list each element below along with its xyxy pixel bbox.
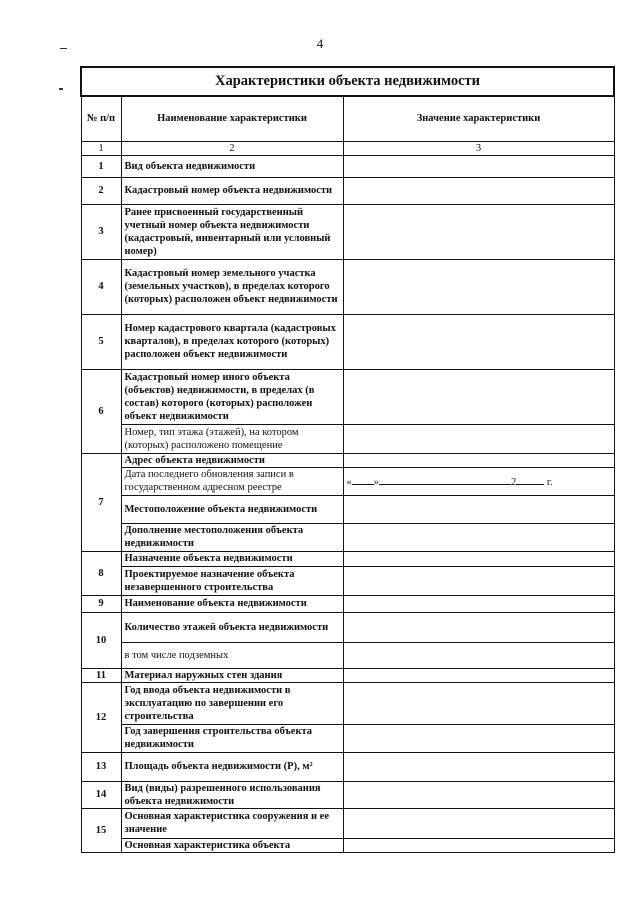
row-name: Номер кадастрового квартала (кадастровых кварталов), в пределах которого (которых) расположен объект недвижимости — [121, 314, 343, 369]
row-name: Вид объекта недвижимости — [121, 155, 343, 177]
table-row — [81, 595, 614, 612]
month-blank[interactable] — [379, 474, 511, 485]
row-name: Площадь объекта недвижимости (Р), м² — [121, 752, 343, 781]
table-row — [81, 724, 614, 752]
value-field[interactable] — [343, 752, 614, 781]
table-row — [81, 424, 614, 453]
value-field[interactable] — [343, 314, 614, 369]
value-field[interactable] — [343, 781, 614, 808]
table-row — [81, 155, 614, 177]
year-blank[interactable] — [516, 474, 544, 485]
table-row — [81, 682, 614, 724]
value-field[interactable] — [343, 724, 614, 752]
table-row — [81, 752, 614, 781]
row-number: 4 — [81, 259, 121, 314]
table-row — [81, 259, 614, 314]
year-prefix: 2 — [511, 476, 517, 488]
page-number: 4 — [316, 36, 324, 51]
value-field[interactable] — [343, 453, 614, 467]
value-field[interactable] — [343, 838, 614, 852]
table-row — [81, 566, 614, 595]
table-row — [81, 612, 614, 642]
value-field[interactable] — [343, 595, 614, 612]
row-name: Проектируемое назначение объекта незавершенного строительства — [121, 566, 343, 595]
row-number: 7 — [81, 453, 121, 551]
row-name: Кадастровый номер объекта недвижимости — [121, 177, 343, 204]
row-name: Дополнение местоположения объекта недвижимости — [121, 523, 343, 551]
row-name: Материал наружных стен здания — [121, 668, 343, 682]
row-name: Номер, тип этажа (этажей), на котором (которых) расположено помещение — [121, 424, 343, 453]
row-name: Адрес объекта недвижимости — [121, 453, 343, 467]
value-field[interactable] — [343, 612, 614, 642]
value-field[interactable] — [343, 642, 614, 668]
year-suffix: г. — [546, 476, 553, 488]
table-row — [81, 551, 614, 566]
value-field[interactable] — [343, 551, 614, 566]
row-name: Ранее присвоенный государственный учетный номер объекта недвижимости (кадастровый, инвентарный или условный номер) — [121, 204, 343, 259]
table-row — [81, 204, 614, 259]
table-row — [81, 453, 614, 467]
date-open-quote: « — [346, 476, 352, 488]
value-field[interactable] — [343, 204, 614, 259]
table-row — [81, 314, 614, 369]
table-row — [81, 642, 614, 668]
col-number: 1 — [81, 141, 121, 155]
value-field[interactable] — [343, 682, 614, 724]
table-row — [81, 808, 614, 838]
row-name: Основная характеристика объекта — [121, 838, 343, 852]
col-number: 3 — [343, 141, 614, 155]
value-field[interactable] — [343, 566, 614, 595]
row-number: 1 — [81, 155, 121, 177]
value-field[interactable] — [343, 495, 614, 523]
row-number: 3 — [81, 204, 121, 259]
row-number: 10 — [81, 612, 121, 668]
table-row — [81, 177, 614, 204]
value-field[interactable] — [343, 523, 614, 551]
value-field[interactable] — [343, 259, 614, 314]
header-value: Значение характеристики — [343, 96, 614, 141]
table-row — [81, 369, 614, 424]
row-name: Наименование объекта недвижимости — [121, 595, 343, 612]
day-blank[interactable] — [352, 474, 374, 485]
row-number: 14 — [81, 781, 121, 808]
margin-mark — [60, 48, 67, 49]
row-number: 13 — [81, 752, 121, 781]
value-field[interactable] — [343, 177, 614, 204]
row-name: Кадастровый номер земельного участка (земельных участков), в пределах которого (которых) расположен объект недвижимости — [121, 259, 343, 314]
row-number: 6 — [81, 369, 121, 453]
characteristics-table — [80, 66, 615, 853]
table-row — [81, 467, 614, 495]
row-number: 5 — [81, 314, 121, 369]
value-field[interactable] — [343, 155, 614, 177]
row-name: Дата последнего обновления записи в государственном адресном реестре — [121, 467, 343, 495]
value-field[interactable] — [343, 369, 614, 424]
col-number: 2 — [121, 141, 343, 155]
table-row — [81, 523, 614, 551]
row-name: Количество этажей объекта недвижимости — [121, 612, 343, 642]
value-field[interactable] — [343, 668, 614, 682]
date-close-quote: » — [373, 476, 379, 488]
row-name: Год ввода объекта недвижимости в эксплуатацию по завершении его строительства — [121, 682, 343, 724]
header-num: № п/п — [81, 96, 121, 141]
row-name: Год завершения строительства объекта недвижимости — [121, 724, 343, 752]
value-field[interactable] — [343, 808, 614, 838]
date-field[interactable] — [343, 467, 614, 495]
row-name: Основная характеристика сооружения и ее значение — [121, 808, 343, 838]
row-number: 11 — [81, 668, 121, 682]
row-name: в том числе подземных — [121, 642, 343, 668]
row-name: Местоположение объекта недвижимости — [121, 495, 343, 523]
table-row — [81, 668, 614, 682]
row-number: 2 — [81, 177, 121, 204]
margin-mark — [59, 88, 63, 90]
row-number: 8 — [81, 551, 121, 595]
header-name: Наименование характеристики — [121, 96, 343, 141]
row-number: 15 — [81, 808, 121, 852]
row-number: 9 — [81, 595, 121, 612]
table-row — [81, 781, 614, 808]
row-name: Кадастровый номер иного объекта (объектов) недвижимости, в пределах (в состав) которого (которых) расположен объект недвижимости — [121, 369, 343, 424]
table-title: Характеристики объекта недвижимости — [81, 67, 614, 96]
table-row — [81, 495, 614, 523]
value-field[interactable] — [343, 424, 614, 453]
row-name: Назначение объекта недвижимости — [121, 551, 343, 566]
row-name: Вид (виды) разрешенного использования объекта недвижимости — [121, 781, 343, 808]
table-row — [81, 838, 614, 852]
row-number: 12 — [81, 682, 121, 752]
